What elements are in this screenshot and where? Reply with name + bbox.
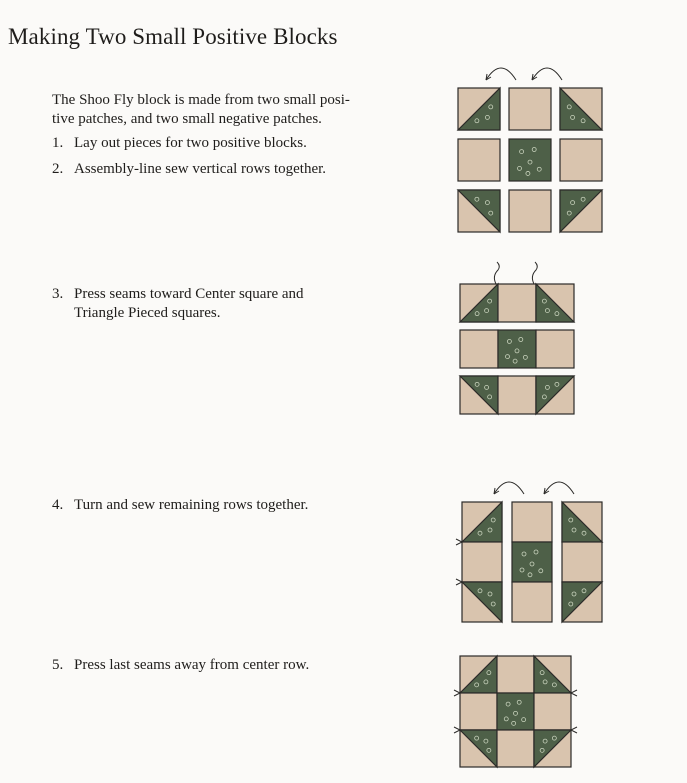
step-number: 5.: [52, 657, 64, 673]
plain-square: [534, 693, 571, 730]
step-text: Lay out pieces for two positive blocks.: [74, 135, 307, 151]
seam-mark: [571, 727, 577, 733]
turn-sew-diagram: [450, 474, 620, 620]
plain-square: [536, 330, 574, 368]
plain-square: [462, 542, 502, 582]
seam-mark: [571, 690, 577, 696]
center-square: [512, 542, 552, 582]
page-title: Making Two Small Positive Blocks: [8, 24, 338, 49]
step-number: 2.: [52, 161, 64, 177]
seam-mark: [456, 579, 462, 585]
step-number: 4.: [52, 497, 64, 513]
curved-arrow: [486, 68, 516, 80]
plain-square: [512, 502, 552, 542]
triangle-square: [450, 652, 497, 693]
center-square: [509, 139, 551, 181]
plain-square: [458, 139, 500, 181]
seam-allowance: [532, 262, 537, 284]
curved-arrow: [494, 482, 524, 494]
seam-mark: [454, 690, 460, 696]
curved-arrow: [532, 68, 562, 80]
plain-square: [460, 330, 498, 368]
step-number: 1.: [52, 135, 64, 151]
plain-square: [498, 376, 536, 414]
center-square: [498, 330, 536, 368]
plain-square: [497, 730, 534, 767]
step-text: Press last seams away from center row.: [74, 657, 310, 673]
plain-square: [460, 693, 497, 730]
seam-allowance: [494, 262, 499, 284]
plain-square: [498, 284, 536, 322]
step-text: Press seams toward Center square and Triangle Pieced squares.: [74, 286, 304, 321]
plain-square: [497, 656, 534, 693]
step-text: Assembly-line sew vertical rows together.: [74, 161, 327, 177]
curved-arrow: [544, 482, 574, 494]
intro-text: The Shoo Fly block is made from two small posi- tive patches, and two small negative patches.: [52, 92, 350, 127]
step-3: [52, 285, 304, 323]
triangle-square: [450, 474, 502, 542]
step-4: [52, 496, 308, 515]
step-2: [52, 160, 326, 179]
plain-square: [512, 582, 552, 622]
seam-mark: [454, 727, 460, 733]
plain-square: [562, 542, 602, 582]
plain-square: [509, 88, 551, 130]
layout-diagram: [450, 58, 620, 238]
finished-block-diagram: [450, 652, 580, 774]
step-text: Turn and sew remaining rows together.: [74, 497, 309, 513]
step-5: [52, 656, 309, 675]
step-1: [52, 134, 307, 153]
plain-square: [509, 190, 551, 232]
triangle-square: [450, 262, 498, 322]
seam-mark: [456, 539, 462, 545]
triangle-square: [450, 58, 500, 130]
plain-square: [560, 139, 602, 181]
sewn-rows-diagram: [450, 262, 590, 434]
center-square: [497, 693, 534, 730]
step-number: 3.: [52, 286, 64, 302]
